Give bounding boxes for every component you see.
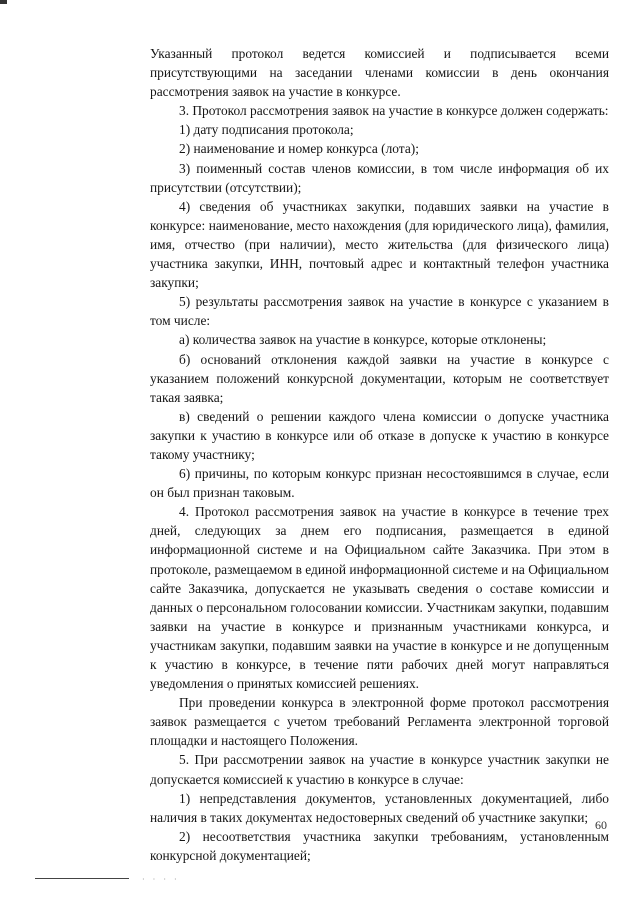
list-item-4: 4) сведения об участниках закупки, подавших заявки на участие в конкурсе: наименование, место нахождения (для юридического лица), фамилия, имя, отчество (при наличии), место жительства (для физического лица) участника закупки, ИНН, почтовый адрес и контактный телефон участника закупки;	[150, 198, 609, 291]
list-item-2: 2) наименование и номер конкурса (лота);	[179, 141, 419, 157]
rejection-item-2: 2) несоответствия участника закупки требованиям, установленным конкурсной документацией;	[150, 828, 609, 863]
paragraph-4-publication: 4. Протокол рассмотрения заявок на участие в конкурсе в течение трех дней, следующих за днем его подписания, размещается в единой информационной системе и на Официальном сайте Заказчика. При этом в протоколе, размещаемом в единой информационной системе и на Официальном сайте Заказчика, допускается не указывать сведения о составе комиссии и данных о персональном голосовании комиссии. Участникам закупки, подавшим заявки на участие в конкурсе и признанным участниками конкурса, и участникам закупки, подавшим заявки на участие в конкурсе и не допущенным к участию в конкурсе, в течение пяти рабочих дней могут направляться уведомления о принятых комиссией решениях.	[150, 504, 609, 692]
list-item-3: 3) поименный состав членов комиссии, в том числе информация об их присутствии (отсутствии);	[150, 160, 609, 195]
list-item-6: 6) причины, по которым конкурс признан несостоявшимся в случае, если он был признан таковым.	[150, 466, 609, 501]
paragraph-3-protocol-contents: 3. Протокол рассмотрения заявок на участие в конкурсе должен содержать:	[179, 103, 609, 119]
list-item-1: 1) дату подписания протокола;	[179, 122, 354, 138]
corner-mark	[0, 0, 7, 4]
list-item-5b: б) оснований отклонения каждой заявки на участие в конкурсе с указанием положений конкурсной документации, которым не соответствует такая заявка;	[150, 351, 609, 405]
paragraph-5-rejection: 5. При рассмотрении заявок на участие в конкурсе участник закупки не допускается комиссией к участию в конкурсе в случае:	[150, 752, 609, 787]
footer-scan-marks: · · · ·	[142, 875, 180, 884]
list-item-5a: а) количества заявок на участие в конкурсе, которые отклонены;	[179, 332, 547, 348]
document-body	[150, 44, 609, 865]
page-number: 60	[595, 818, 607, 832]
rejection-item-1: 1) непредставления документов, установленных документацией, либо наличия в таких документах недостоверных сведений об участнике закупки;	[150, 790, 609, 825]
list-item-5: 5) результаты рассмотрения заявок на участие в конкурсе с указанием в том числе:	[150, 294, 609, 329]
footer-rule	[35, 878, 129, 879]
paragraph-electronic-form: При проведении конкурса в электронной форме протокол рассмотрения заявок размещается с учетом требований Регламента электронной торговой площадки и настоящего Положения.	[150, 695, 609, 749]
list-item-5c: в) сведений о решении каждого члена комиссии о допуске участника закупки к участию в конкурсе или об отказе в допуске к участию в конкурсе такому участнику;	[150, 408, 609, 462]
paragraph-intro: Указанный протокол ведется комиссией и подписывается всеми присутствующими на заседании членами комиссии в день окончания рассмотрения заявок на участие в конкурсе.	[150, 46, 609, 100]
